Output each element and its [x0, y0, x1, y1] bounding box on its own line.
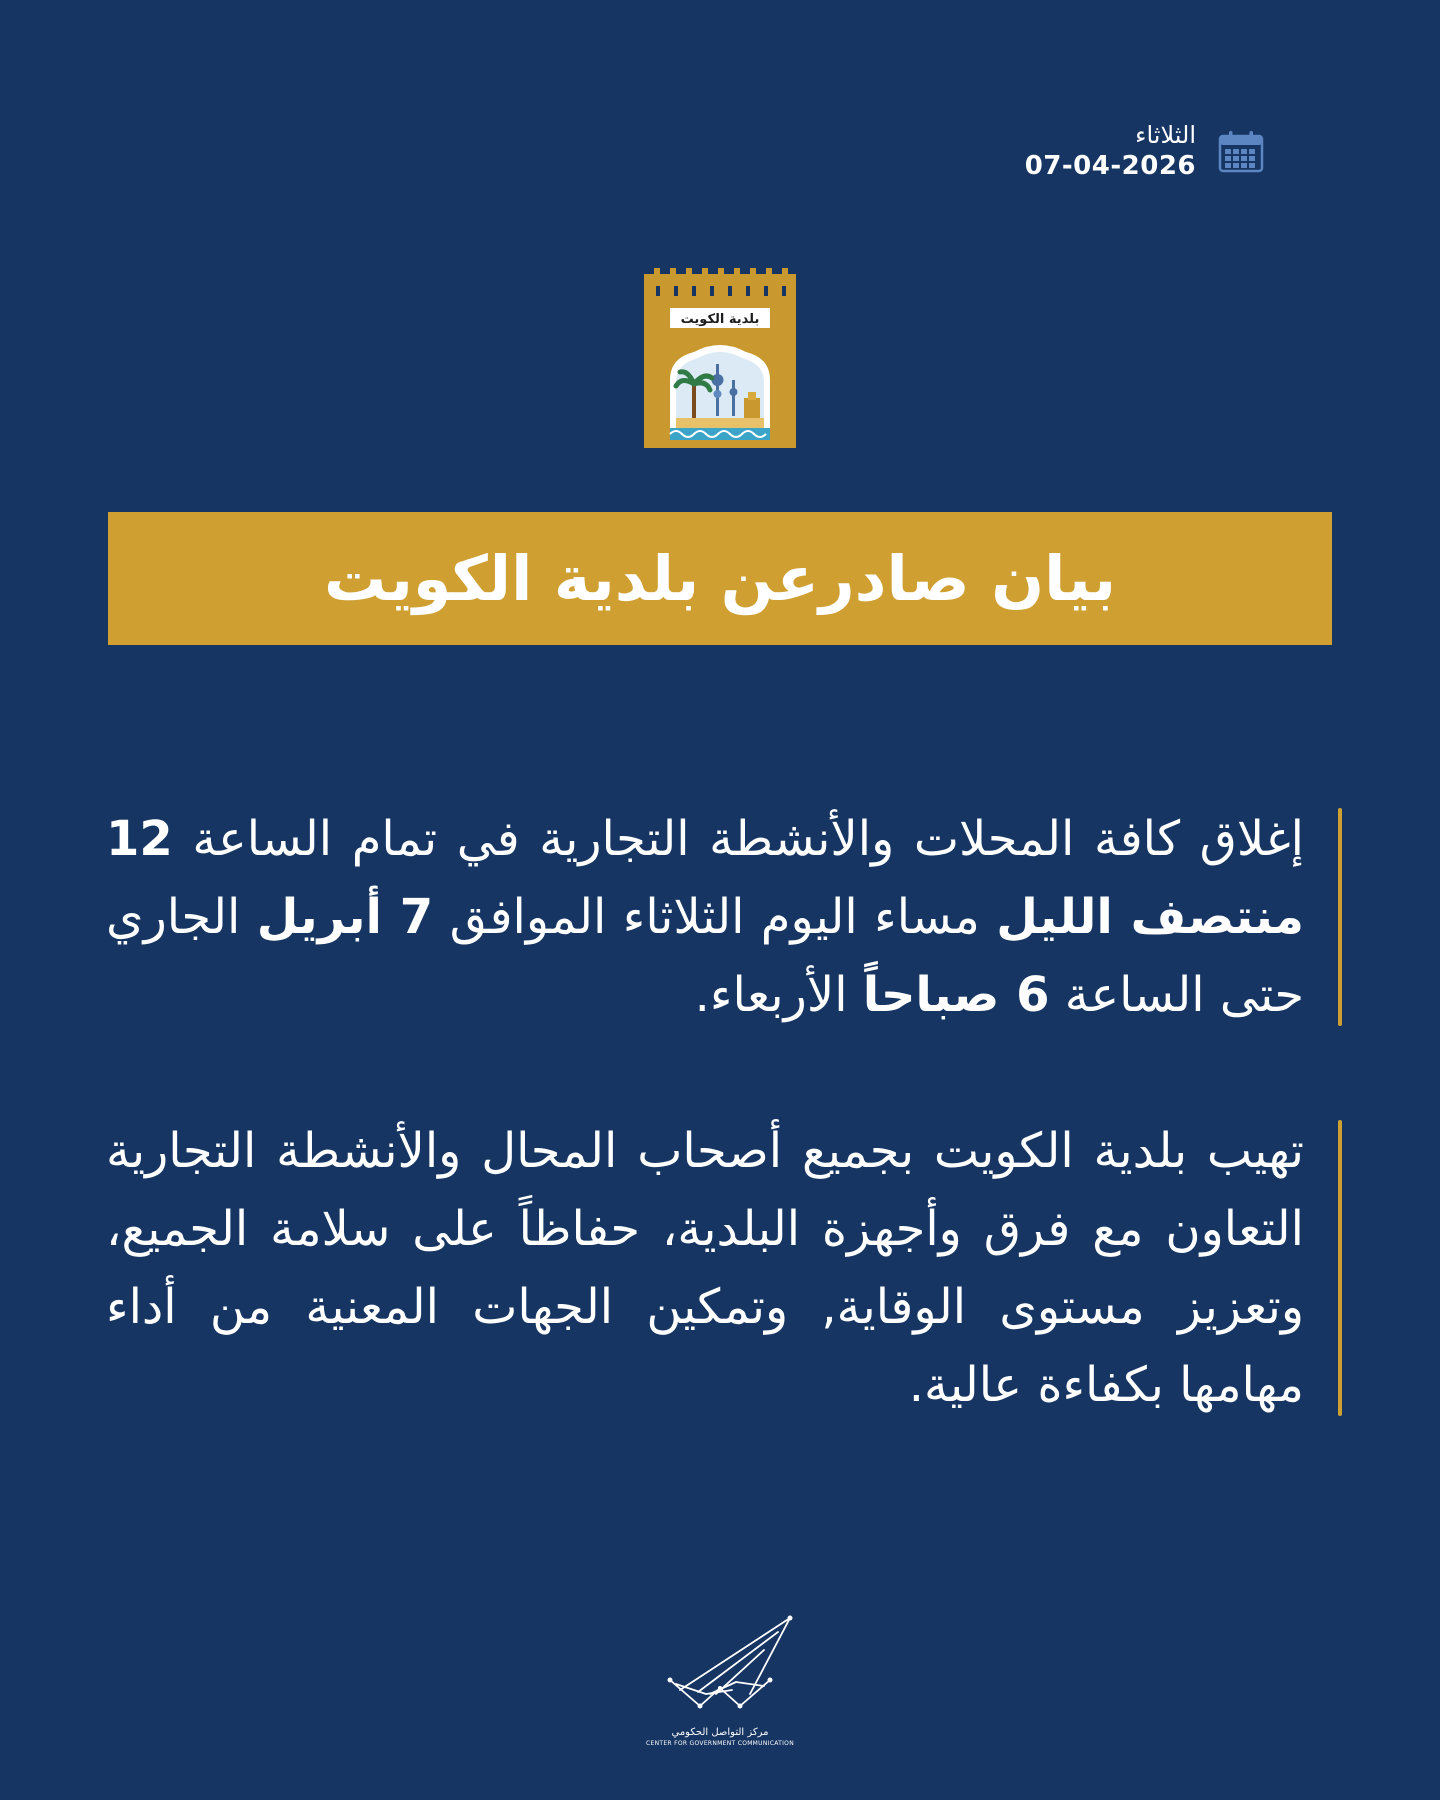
title-banner — [108, 512, 1332, 645]
calendar-icon — [1218, 129, 1264, 173]
paragraph-1-text-3: الجاري حتى الساعة — [106, 889, 1304, 1023]
kuwait-municipality-emblem — [644, 268, 796, 448]
date-block — [1025, 120, 1264, 183]
paragraph-1-text-4: الأربعاء. — [694, 967, 863, 1023]
footer-arabic-name: مركز التواصل الحكومي — [671, 1727, 769, 1738]
date-day: الثلاثاء — [1135, 121, 1196, 149]
footer-english-name: CENTER FOR GOVERNMENT COMMUNICATION — [646, 1740, 794, 1747]
date-text — [1025, 120, 1196, 183]
paragraph-1-date: 7 أبريل — [256, 889, 434, 945]
government-communication-logo — [640, 1610, 800, 1726]
statement-paragraph-closure — [106, 800, 1342, 1034]
paragraph-1-text-1: إغلاق كافة المحلات والأنشطة التجارية في تمام الساعة — [172, 811, 1304, 867]
emblem-label: بلدية الكويت — [680, 312, 760, 327]
page-title: بيان صادرعن بلدية الكويت — [323, 542, 1117, 615]
paragraph-1-time-morning: 6 صباحاً — [862, 967, 1050, 1023]
footer-logo — [640, 1610, 800, 1760]
statement-paragraph-appeal: تهيب بلدية الكويت بجميع أصحاب المحال والأنشطة التجارية التعاون مع فرق وأجهزة البلدية، حفاظاً على سلامة الجميع، وتعزيز مستوى الوقاية, وتمكين الجهات المعنية من أداء مهامها بكفاءة عالية. — [106, 1112, 1342, 1424]
date-value: 07-04-2026 — [1024, 151, 1196, 181]
paragraph-1-time-midnight: 12 منتصف الليل — [106, 811, 1304, 945]
paragraph-1-text-2: مساء اليوم الثلاثاء الموافق — [433, 889, 997, 945]
